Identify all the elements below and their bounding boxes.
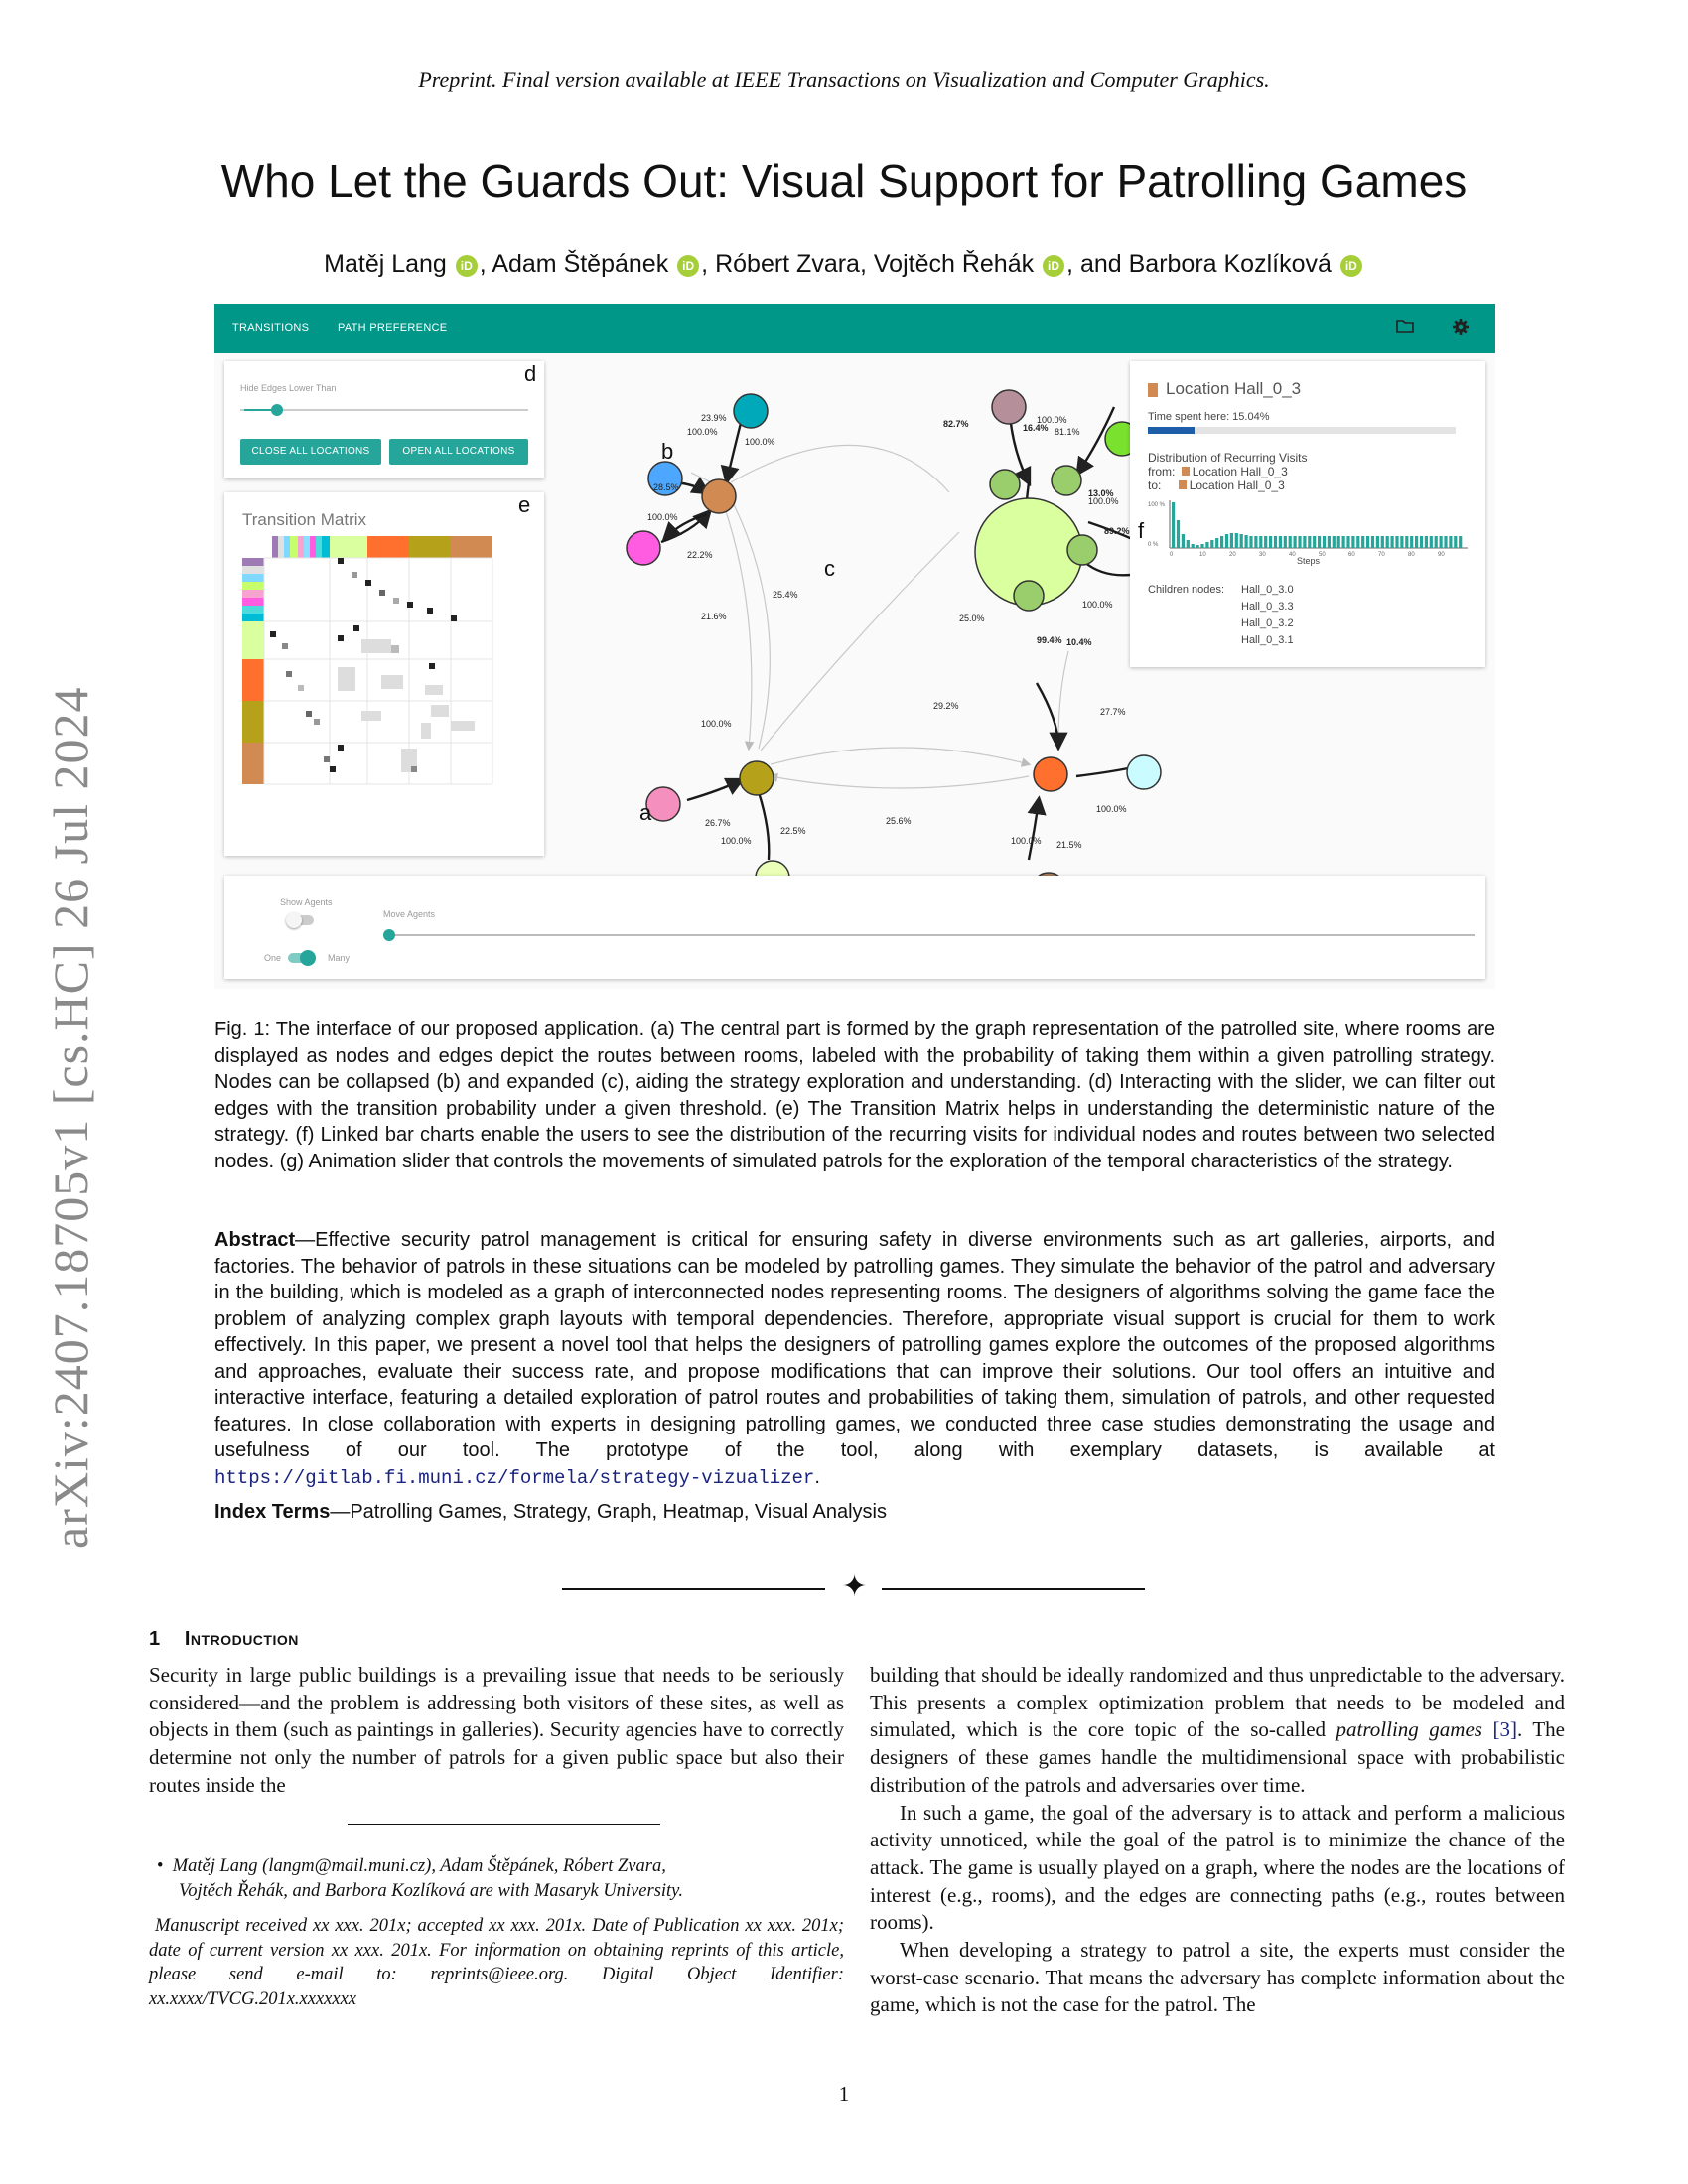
author-list <box>0 250 1688 279</box>
transition-matrix-title: Transition Matrix <box>242 510 367 529</box>
recurring-visit-bar[interactable] <box>1205 542 1208 548</box>
index-terms-label: Index Terms <box>214 1501 331 1523</box>
recurring-visit-bar[interactable] <box>1420 536 1423 548</box>
panel-letter-d: d <box>524 361 537 386</box>
recurring-visit-bar[interactable] <box>1294 536 1297 548</box>
graph-nodes <box>627 390 1183 906</box>
edge-label: 13.0% <box>1088 488 1114 498</box>
recurring-visits-title: Distribution of Recurring Visits <box>1148 451 1308 465</box>
transition-matrix-grid[interactable] <box>242 536 530 830</box>
matrix-column-color-header <box>272 536 492 558</box>
figure-caption: Fig. 1: The interface of our proposed application. (a) The central part is formed by the graph representation of the patrolled site, where rooms are displayed as nodes and edges depict the routes between rooms, labeled with the probability of taking them within a given patrolling strategy. Nodes can be collapsed (b) and expanded (c), aiding the strategy exploration and understanding. (d) Interacting with the slider, we can filter out edges with the transition probability under a given threshold. (e) The Transition Matrix helps in understanding the deterministic nature of the strategy. (f) Linked bar charts enable the users to see the distribution of the recurring visits for individual nodes and routes between two selected nodes. (g) Animation slider that controls the movements of simulated patrols for the exploration of the temporal characteristics of the strategy. <box>214 1019 1495 1172</box>
edge-label: 21.5% <box>1056 840 1082 850</box>
child-node[interactable]: Hall_0_3.3 <box>1241 601 1294 613</box>
recurring-visit-bar[interactable] <box>1405 536 1408 548</box>
repository-link[interactable]: https://gitlab.fi.muni.cz/formela/strategy-vizualizer <box>214 1466 815 1489</box>
edge-label: 16.4% <box>1023 423 1049 433</box>
edge-label: 22.5% <box>780 826 806 836</box>
recurring-visit-bar[interactable] <box>1279 536 1282 548</box>
recurring-visit-bar[interactable] <box>1366 536 1369 548</box>
move-agents-handle[interactable] <box>383 929 395 941</box>
recurring-visit-bar[interactable] <box>1235 533 1238 548</box>
author-separator: , <box>859 250 874 278</box>
recurring-visit-bar[interactable] <box>1230 533 1233 548</box>
edge-label: 25.4% <box>773 590 798 600</box>
edge-label: 25.6% <box>886 816 912 826</box>
hide-edges-label: Hide Edges Lower Than <box>240 383 337 393</box>
children-nodes-label: Children nodes: <box>1148 584 1225 596</box>
edge-label: 100.0% <box>745 437 775 447</box>
edge-label: 100.0% <box>1096 804 1127 814</box>
author-name: Róbert Zvara <box>715 250 860 278</box>
orcid-icon[interactable]: iD <box>677 255 699 277</box>
edge-label: 27.7% <box>1100 707 1126 717</box>
edge-label: 100.0% <box>1037 415 1067 425</box>
edge-label: 21.6% <box>701 612 727 621</box>
recurring-visit-bar[interactable] <box>1254 536 1257 548</box>
show-agents-toggle[interactable] <box>288 915 314 925</box>
recurring-to: to: Location Hall_0_3 <box>1148 478 1285 492</box>
recurring-visit-bar[interactable] <box>1415 536 1418 548</box>
intro-paragraph-1: Security in large public buildings is a prevailing issue that needs to be seriously considered—and the problem is addressing both visitors of these sites, as well as objects in them (such as paintings in galleries). Security agencies have to correctly determine not only the number of patrols for a given public space but also their routes inside the <box>149 1663 844 1797</box>
gear-icon[interactable] <box>1452 318 1470 336</box>
edge-label: 23.9% <box>701 413 727 423</box>
edge-label: 10.4% <box>1066 637 1092 647</box>
edge-label: 89.2% <box>1104 526 1130 536</box>
steps-axis-label: Steps <box>1297 556 1321 566</box>
recurring-visit-bar[interactable] <box>1391 536 1394 548</box>
recurring-visits-bars <box>1172 502 1462 548</box>
tab-path-preference[interactable]: PATH PREFERENCE <box>338 322 448 334</box>
edge-label: 100.0% <box>701 719 732 729</box>
recurring-visit-bar[interactable] <box>1187 540 1190 548</box>
recurring-visit-bar[interactable] <box>1192 544 1195 548</box>
edge-label: 22.2% <box>687 550 713 560</box>
recurring-visit-bar[interactable] <box>1196 545 1199 548</box>
author-name: Adam Štěpánek <box>492 250 669 278</box>
svg-text:90: 90 <box>1438 552 1445 558</box>
edge-label: 100.0% <box>687 427 718 437</box>
y-tick-label: 100 % <box>1148 502 1166 508</box>
recurring-visit-bar[interactable] <box>1269 536 1272 548</box>
recurring-visit-bar[interactable] <box>1395 536 1398 548</box>
author-name: Barbora Kozlíková <box>1128 250 1332 278</box>
recurring-visits-chart[interactable] <box>1148 498 1476 566</box>
recurring-visit-bar[interactable] <box>1225 534 1228 548</box>
recurring-visit-bar[interactable] <box>1177 520 1180 548</box>
recurring-visit-bar[interactable] <box>1264 536 1267 548</box>
matrix-cells <box>270 558 475 772</box>
abstract-text: —Effective security patrol management is critical for ensuring safety in diverse environments such as art galleries, airports, and factories. The behavior of patrols in these situations can be modeled by patrolling games. They simulate the behavior of the patrol and adversary in the building, which is modeled as a graph of interconnected nodes representing rooms. The designers of algorithms solving the game face the problem of analyzing complex graph layouts with temporal dependencies. Therefore, appropriate visual support is crucial for them to work effectively. In this paper, we present a novel tool that helps the designers of patrolling games explore the outcomes of the proposed algorithms and approaches, evaluate their success rate, and propose modifications that can improve their solutions. Our tool offers an intuitive and interactive interface, featuring a detailed exploration of patrol routes and probabilities of taking them, simulation of patrols, and other requested features. In close collaboration with experts in designing patrolling games, we conducted three case studies demonstrating the usage and usefulness of our tool. The prototype of the tool, along with exemplary datasets, is available at <box>214 1229 1495 1461</box>
edge-threshold-track[interactable] <box>240 409 528 411</box>
time-spent-bar <box>1148 427 1195 434</box>
panel-letter-e: e <box>518 492 531 517</box>
edge-label: 100.0% <box>1088 496 1119 506</box>
child-node[interactable]: Hall_0_3.0 <box>1241 584 1294 596</box>
recurring-visit-bar[interactable] <box>1323 536 1326 548</box>
preprint-note: Preprint. Final version available at IEEE Transactions on Visualization and Computer Graphics. <box>418 68 1270 92</box>
recurring-visit-bar[interactable] <box>1351 536 1354 548</box>
recurring-visit-bar[interactable] <box>1313 536 1316 548</box>
matrix-row-color-header <box>242 558 264 784</box>
edge-label: 100.0% <box>721 836 752 846</box>
divider-star-icon: ✦ <box>842 1570 868 1603</box>
edge-label: 29.2% <box>933 701 959 711</box>
figure-1-interface <box>214 304 1495 989</box>
y-tick-label: 0 % <box>1148 542 1159 548</box>
recurring-visit-bar[interactable] <box>1449 536 1452 548</box>
manuscript-footnote: Manuscript received xx xxx. 201x; accepted xx xxx. 201x. Date of Publication xx xxx. 201x; date of current version xx xxx. 201x. For information on obtaining reprints of this article, please send e-mail to: reprints@ieee.org. Digital Object Identifier: xx.xxxx/TVCG.201x.xxxxxxx <box>149 1916 844 2009</box>
recurring-visit-bar[interactable] <box>1240 534 1243 548</box>
svg-text:80: 80 <box>1408 552 1415 558</box>
location-detail-panel <box>1130 361 1485 667</box>
citation-link[interactable]: [3] <box>1492 1717 1517 1742</box>
toggle-one-label: One <box>264 953 282 963</box>
author-name: Matěj Lang <box>324 250 447 278</box>
svg-text:30: 30 <box>1259 552 1266 558</box>
recurring-visit-bar[interactable] <box>1459 536 1462 548</box>
edge-label: 100.0% <box>647 512 678 522</box>
edge-threshold-handle[interactable] <box>271 404 283 416</box>
recurring-visit-bar[interactable] <box>1308 536 1311 548</box>
location-color-swatch <box>1148 383 1158 397</box>
intro-paragraph-continued: building that should be ideally randomized and thus unpredictable to the adversary. This presents a complex optimization problem that needs to be modeled and simulated, which is the core topic of the so-called patrolling games [3]. The designers of these games handle the multidimensional space with probabilistic distribution of the patrols and adversaries over time. <box>870 1663 1565 1797</box>
recurring-visit-bar[interactable] <box>1361 536 1364 548</box>
recurring-visit-bar[interactable] <box>1249 536 1252 548</box>
recurring-visit-bar[interactable] <box>1435 536 1438 548</box>
recurring-visit-bar[interactable] <box>1454 536 1457 548</box>
recurring-visit-bar[interactable] <box>1259 536 1262 548</box>
abstract: Abstract—Effective security patrol management is critical for ensuring safety in diverse environments such as art galleries, airports, and factories. The behavior of patrols in these situations can be modeled by patrolling games. They simulate the behavior of the patrol and adversary in the building, which is modeled as a graph of interconnected nodes representing rooms. The designers of algorithms solving the game face the problem of analyzing complex graph layouts with temporal dependencies. Therefore, appropriate visual support is crucial for them to work effectively. In this paper, we present a novel tool that helps the designers of patrolling games explore the outcomes of the proposed algorithms and approaches, evaluate their success rate, and propose modifications that can improve their solutions. Our tool offers an intuitive and interactive interface, featuring a detailed exploration of patrol routes and probabilities of taking them, simulation of patrols, and other requested features. In close collaboration with experts in designing patrolling games, we conducted three case studies demonstrating the usage and usefulness of our tool. The prototype of the tool, along with exemplary datasets, is available at https://gitlab.fi.muni.cz/formela/strategy-vizualizer. <box>214 1229 1495 1489</box>
author-separator: , <box>479 250 492 278</box>
recurring-visit-bar[interactable] <box>1410 536 1413 548</box>
left-column <box>149 1662 844 1800</box>
recurring-visit-bar[interactable] <box>1303 536 1306 548</box>
transition-matrix-panel <box>224 492 544 856</box>
orcid-icon[interactable]: iD <box>1043 255 1064 277</box>
recurring-visit-bar[interactable] <box>1381 536 1384 548</box>
time-spent-track <box>1148 427 1456 434</box>
folder-icon[interactable] <box>1396 318 1414 336</box>
recurring-visit-bar[interactable] <box>1371 536 1374 548</box>
author-separator: , <box>701 250 716 278</box>
edge-label: 100.0% <box>1011 836 1042 846</box>
tab-transitions[interactable]: TRANSITIONS <box>232 322 310 334</box>
recurring-visit-bar[interactable] <box>1284 536 1287 548</box>
paper-title: Who Let the Guards Out: Visual Support for Patrolling Games <box>220 155 1468 206</box>
recurring-visit-bar[interactable] <box>1337 536 1340 548</box>
location-title: Location Hall_0_3 <box>1166 379 1302 398</box>
recurring-visit-bar[interactable] <box>1328 536 1331 548</box>
child-node[interactable]: Hall_0_3.2 <box>1241 617 1294 629</box>
recurring-visit-bar[interactable] <box>1289 536 1292 548</box>
recurring-from: from: Location Hall_0_3 <box>1148 465 1288 478</box>
move-agents-label: Move Agents <box>383 909 436 919</box>
panel-letter-b: b <box>661 439 674 464</box>
child-node[interactable]: Hall_0_3.1 <box>1241 634 1294 646</box>
recurring-visit-bar[interactable] <box>1245 535 1248 548</box>
panel-letter-a: a <box>639 800 652 825</box>
index-terms: Index Terms—Patrolling Games, Strategy, Graph, Heatmap, Visual Analysis <box>214 1501 887 1523</box>
recurring-visit-bar[interactable] <box>1430 536 1433 548</box>
recurring-visit-bar[interactable] <box>1386 536 1389 548</box>
graph-edges-dark <box>661 393 1148 860</box>
recurring-visit-bar[interactable] <box>1200 544 1203 548</box>
panel-letter-c: c <box>824 556 835 581</box>
svg-text:0: 0 <box>1170 552 1174 558</box>
svg-text:60: 60 <box>1348 552 1355 558</box>
recurring-visit-bar[interactable] <box>1215 538 1218 548</box>
affiliation-footnote: • Matěj Lang (langm@mail.muni.cz), Adam Štěpánek, Róbert Zvara, Vojtěch Řehák, and Barbora Kozlíková are with Masaryk University. <box>157 1856 683 1901</box>
svg-text:10: 10 <box>1199 552 1206 558</box>
page-number: 1 <box>838 2082 850 2106</box>
orcid-icon[interactable]: iD <box>456 255 478 277</box>
open-all-locations-button[interactable]: OPEN ALL LOCATIONS <box>389 439 528 465</box>
edge-label: 81.1% <box>1055 427 1080 437</box>
right-column <box>870 1662 1565 2019</box>
svg-text:50: 50 <box>1319 552 1326 558</box>
recurring-visit-bar[interactable] <box>1172 502 1175 548</box>
author-name: Vojtěch Řehák <box>873 250 1035 278</box>
recurring-visit-bar[interactable] <box>1274 536 1277 548</box>
section-heading: 1 Introduction <box>149 1628 299 1650</box>
matrix-gridlines <box>264 558 492 784</box>
panel-letter-f: f <box>1138 518 1145 543</box>
recurring-visit-bar[interactable] <box>1298 536 1301 548</box>
edge-label: 100.0% <box>1082 600 1113 610</box>
recurring-visit-bar[interactable] <box>1342 536 1345 548</box>
edge-filter-panel <box>224 361 544 478</box>
close-all-locations-button[interactable]: CLOSE ALL LOCATIONS <box>240 439 381 465</box>
svg-text:40: 40 <box>1289 552 1296 558</box>
edge-label: 82.7% <box>943 419 969 429</box>
recurring-visit-bar[interactable] <box>1182 534 1185 548</box>
orcid-icon[interactable]: iD <box>1340 255 1362 277</box>
svg-text:20: 20 <box>1229 552 1236 558</box>
recurring-visit-bar[interactable] <box>1425 536 1428 548</box>
recurring-visit-bar[interactable] <box>1220 536 1223 548</box>
intro-paragraph-2: In such a game, the goal of the adversary is to attack and perform a malicious activity unnoticed, while the goal of the patrol is to minimize the chance of the attack. The game is usually played on a graph, where the nodes are the locations of interest (e.g., rooms), and the edges are connecting paths (e.g., routes between rooms). <box>870 1800 1565 1935</box>
recurring-visit-bar[interactable] <box>1440 536 1443 548</box>
show-agents-label: Show Agents <box>280 897 333 907</box>
abstract-label: Abstract <box>214 1229 296 1251</box>
edge-label: 25.0% <box>959 614 985 623</box>
recurring-visit-bar[interactable] <box>1333 536 1336 548</box>
recurring-visit-bar[interactable] <box>1356 536 1359 548</box>
section-divider <box>562 1570 1158 1603</box>
arxiv-identifier: arXiv:2407.18705v1 [cs.HC] 26 Jul 2024 <box>43 686 98 1549</box>
author-separator: , and <box>1066 250 1129 278</box>
edge-label: 26.7% <box>705 818 731 828</box>
time-spent-label: Time spent here: 15.04% <box>1148 411 1270 423</box>
svg-text:70: 70 <box>1378 552 1385 558</box>
intro-paragraph-3: When developing a strategy to patrol a site, the experts must consider the worst-case scenario. That means the adversary has complete information about the game, which is not the case for the patrol. The <box>870 1938 1565 2017</box>
recurring-visit-bar[interactable] <box>1444 536 1447 548</box>
recurring-visit-bar[interactable] <box>1376 536 1379 548</box>
footnote-rule <box>348 1824 660 1825</box>
toggle-many-label: Many <box>328 953 351 963</box>
edge-label: 99.4% <box>1037 635 1062 645</box>
move-agents-track[interactable] <box>387 934 1475 936</box>
agent-animation-panel <box>224 876 1485 979</box>
recurring-visit-bar[interactable] <box>1346 536 1349 548</box>
app-toolbar <box>214 304 1495 353</box>
recurring-visit-bar[interactable] <box>1400 536 1403 548</box>
agent-count-toggle[interactable] <box>288 953 314 963</box>
recurring-visit-bar[interactable] <box>1318 536 1321 548</box>
recurring-visit-bar[interactable] <box>1210 540 1213 548</box>
edge-label: 28.5% <box>653 482 679 492</box>
